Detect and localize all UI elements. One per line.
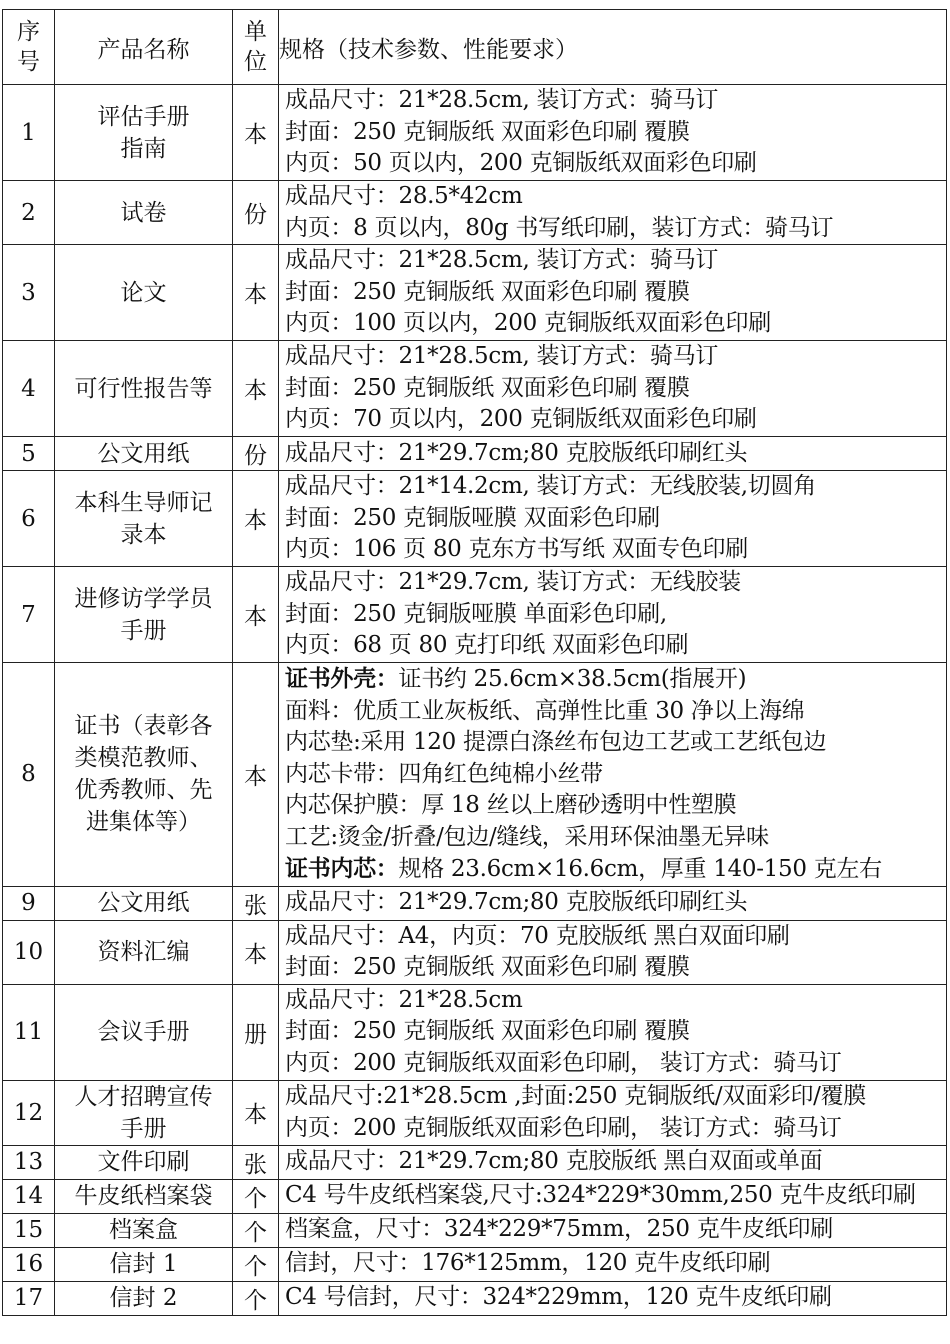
table-row (3, 984, 947, 1080)
row-number: 6 (3, 471, 55, 567)
spec-line (285, 1180, 946, 1212)
row-number: 16 (3, 1247, 55, 1281)
unit: 本 (233, 1080, 279, 1145)
spec-text: 内页：100 页以内，200 克铜版纸双面彩色印刷 (285, 310, 771, 337)
product-name-line: 手册 (120, 617, 167, 644)
row-number: 15 (3, 1213, 55, 1247)
spec-text: 成品尺寸：28.5*42cm (285, 183, 523, 209)
product-name-line: 证书（表彰各 (74, 713, 213, 740)
unit: 本 (233, 663, 279, 887)
spec-text: 成品尺寸：21*28.5cm (285, 986, 523, 1013)
header-no: 序 号 (3, 10, 55, 85)
spec (279, 1213, 947, 1247)
spec-text: 封面：250 克铜版纸 双面彩色印刷 覆膜 (285, 1018, 690, 1045)
unit: 本 (233, 471, 279, 567)
spec-line (285, 148, 946, 180)
row-number: 4 (3, 341, 55, 437)
spec-line (285, 1214, 946, 1246)
row-number: 8 (3, 663, 55, 887)
spec-line (285, 1248, 946, 1280)
unit: 册 (233, 984, 279, 1080)
spec-line (285, 1282, 946, 1314)
row-number: 10 (3, 920, 55, 984)
product-name (55, 85, 233, 181)
unit: 本 (233, 920, 279, 984)
spec-text: 成品尺寸：21*14.2cm, 装订方式：无线胶装,切圆角 (285, 473, 816, 500)
product-name-line: 文件印刷 (97, 1149, 190, 1175)
spec-line (285, 663, 946, 696)
product-name (55, 567, 233, 663)
spec-line (285, 630, 946, 662)
spec-text: 内芯卡带：四角红色纯棉小丝带 (285, 760, 603, 787)
spec-text: 内页：106 页 80 克东方书写纸 双面专色印刷 (285, 536, 748, 563)
spec-text: 信封，尺寸：176*125mm，120 克牛皮纸印刷 (285, 1250, 771, 1277)
row-number: 5 (3, 437, 55, 471)
spec-text: 成品尺寸：21*29.7cm;80 克胶版纸印刷红头 (285, 889, 748, 916)
product-name (55, 1247, 233, 1281)
spec-line (285, 373, 946, 405)
spec-line (285, 1081, 946, 1113)
row-number: 17 (3, 1281, 55, 1315)
product-name-line: 试卷 (120, 199, 167, 226)
spec-line (285, 213, 946, 245)
spec-line (285, 85, 946, 117)
product-name-line: 人才招聘宣传 (74, 1083, 213, 1110)
product-name (55, 437, 233, 471)
product-name (55, 1213, 233, 1247)
spec-text: 内页：8 页以内，80g 书写纸印刷，装订方式：骑马订 (285, 214, 834, 241)
spec-text: 封面：250 克铜版纸 双面彩色印刷 覆膜 (285, 954, 690, 980)
row-number: 1 (3, 85, 55, 181)
spec-text: 成品尺寸：21*29.7cm;80 克胶版纸印刷红头 (285, 439, 748, 466)
unit: 份 (233, 437, 279, 471)
spec-line (285, 985, 946, 1017)
unit: 张 (233, 886, 279, 920)
spec-label: 证书外壳： (285, 665, 399, 692)
spec (279, 1247, 947, 1281)
spec-line (285, 727, 946, 759)
spec (279, 567, 947, 663)
spec-line (285, 277, 946, 309)
product-name-line: 牛皮纸档案袋 (74, 1183, 213, 1209)
spec-line (285, 1048, 946, 1080)
spec-text: 内页：200 克铜版纸双面彩色印刷， 装订方式：骑马订 (285, 1114, 842, 1141)
spec (279, 181, 947, 245)
spec (279, 245, 947, 341)
spec-line (285, 404, 946, 436)
spec-text: 规格 23.6cm×16.6cm，厚重 140-150 克左右 (398, 856, 882, 882)
spec-text: 封面：250 克铜版纸 双面彩色印刷 覆膜 (285, 278, 690, 305)
product-name-line: 公文用纸 (97, 890, 190, 916)
spec-text: 内页：50 页以内，200 克铜版纸双面彩色印刷 (285, 150, 757, 177)
spec-line (285, 245, 946, 277)
spec-text: 内页：70 页以内，200 克铜版纸双面彩色印刷 (285, 406, 757, 433)
table-row (3, 1281, 947, 1315)
product-name (55, 920, 233, 984)
spec-text: 成品尺寸：21*28.5cm, 装订方式：骑马订 (285, 247, 719, 274)
spec (279, 886, 947, 920)
spec-text: 内芯保护膜：厚 18 丝以上磨砂透明中性塑膜 (285, 792, 737, 818)
table-row (3, 437, 947, 471)
spec-line (285, 438, 946, 470)
table-row (3, 886, 947, 920)
product-name-line: 录本 (120, 521, 167, 548)
unit: 个 (233, 1179, 279, 1213)
spec (279, 1179, 947, 1213)
product-name-line: 信封 2 (109, 1285, 178, 1311)
spec-line (285, 341, 946, 373)
product-name-line: 档案盒 (109, 1217, 178, 1243)
spec-text: C4 号牛皮纸档案袋,尺寸:324*229*30mm,250 克牛皮纸印刷 (285, 1182, 916, 1209)
table-row (3, 663, 947, 887)
unit: 本 (233, 567, 279, 663)
spec-text: 面料：优质工业灰板纸、高弹性比重 30 净以上海绵 (285, 697, 805, 724)
spec (279, 1281, 947, 1315)
spec-line (285, 117, 946, 149)
spec-line (285, 503, 946, 535)
header-unit: 单 位 (233, 10, 279, 85)
spec-line (285, 822, 946, 854)
row-number: 13 (3, 1145, 55, 1179)
table-body (3, 85, 947, 1316)
spec-line (285, 1146, 946, 1178)
spec-line (285, 790, 946, 822)
row-number: 7 (3, 567, 55, 663)
table-row (3, 181, 947, 245)
product-name-line: 会议手册 (97, 1019, 190, 1045)
table-row (3, 920, 947, 984)
product-name-line: 公文用纸 (97, 440, 190, 467)
spec (279, 341, 947, 437)
spec (279, 920, 947, 984)
product-name (55, 886, 233, 920)
spec-text: 档案盒，尺寸：324*229*75mm，250 克牛皮纸印刷 (285, 1216, 833, 1243)
product-name-line: 资料汇编 (97, 939, 190, 965)
table-row (3, 1213, 947, 1247)
product-name-line: 评估手册 (97, 103, 190, 130)
unit: 本 (233, 341, 279, 437)
spec-line (285, 921, 946, 953)
product-name (55, 471, 233, 567)
table-row (3, 567, 947, 663)
spec-line (285, 853, 946, 886)
header-name: 产品名称 (55, 10, 233, 85)
spec (279, 471, 947, 567)
spec-line (285, 181, 946, 213)
unit: 个 (233, 1281, 279, 1315)
spec-line (285, 567, 946, 599)
unit: 个 (233, 1213, 279, 1247)
product-name (55, 1281, 233, 1315)
product-name-line: 类模范教师、 (74, 745, 213, 772)
spec (279, 1080, 947, 1145)
product-name (55, 984, 233, 1080)
spec-text: 成品尺寸：21*29.7cm;80 克胶版纸 黑白双面或单面 (285, 1148, 823, 1175)
product-name-line: 指南 (120, 135, 167, 162)
header-spec: 规格（技术参数、性能要求） (279, 10, 947, 85)
spec-text: 成品尺寸：21*28.5cm, 装订方式：骑马订 (285, 343, 719, 370)
row-number: 11 (3, 984, 55, 1080)
spec-line (285, 1113, 946, 1145)
table-row (3, 1179, 947, 1213)
spec-text: 成品尺寸：A4，内页：70 克胶版纸 黑白双面印刷 (285, 922, 790, 949)
product-name (55, 663, 233, 887)
spec-table (2, 9, 947, 1316)
spec-line (285, 759, 946, 791)
spec-text: 成品尺寸：21*29.7cm, 装订方式：无线胶装 (285, 569, 741, 596)
spec-line (285, 599, 946, 631)
product-name-line: 进集体等） (86, 809, 201, 836)
product-name (55, 1080, 233, 1145)
product-name (55, 341, 233, 437)
spec-line (285, 471, 946, 503)
product-name-line: 手册 (120, 1115, 167, 1142)
unit: 本 (233, 245, 279, 341)
product-name (55, 1179, 233, 1213)
spec (279, 663, 947, 887)
spec-line (285, 308, 946, 340)
product-name-line: 进修访学学员 (74, 585, 213, 612)
spec-line (285, 534, 946, 566)
spec-text: 工艺:烫金/折叠/包边/缝线，采用环保油墨无异味 (285, 823, 769, 850)
product-name (55, 245, 233, 341)
spec-text: 封面：250 克铜版哑膜 双面彩色印刷 (285, 504, 660, 531)
product-name (55, 1145, 233, 1179)
unit: 张 (233, 1145, 279, 1179)
row-number: 14 (3, 1179, 55, 1213)
spec-text: 封面：250 克铜版纸 双面彩色印刷 覆膜 (285, 118, 690, 145)
product-name (55, 181, 233, 245)
table-row (3, 1145, 947, 1179)
product-name-line: 论文 (120, 279, 167, 306)
table-row (3, 341, 947, 437)
spec-text: 内页：200 克铜版纸双面彩色印刷， 装订方式：骑马订 (285, 1049, 842, 1076)
spec (279, 1145, 947, 1179)
spec (279, 85, 947, 181)
spec-text: 封面：250 克铜版哑膜 单面彩色印刷, (285, 600, 667, 627)
spec-text: 证书约 25.6cm×38.5cm(指展开) (398, 666, 747, 692)
row-number: 12 (3, 1080, 55, 1145)
spec-label: 证书内芯： (285, 855, 399, 882)
table-row (3, 471, 947, 567)
table-row (3, 245, 947, 341)
header-row (3, 10, 947, 85)
unit: 份 (233, 181, 279, 245)
product-name-line: 优秀教师、先 (74, 777, 213, 804)
spec-line (285, 1016, 946, 1048)
product-name-line: 信封 1 (109, 1251, 178, 1277)
table-row (3, 85, 947, 181)
product-name-line: 可行性报告等 (74, 375, 213, 402)
spec-line (285, 952, 946, 984)
row-number: 3 (3, 245, 55, 341)
spec-text: C4 号信封，尺寸：324*229mm，120 克牛皮纸印刷 (285, 1284, 832, 1311)
spec-text: 封面：250 克铜版纸 双面彩色印刷 覆膜 (285, 374, 690, 401)
spec-text: 内芯垫:采用 120 提漂白涤丝布包边工艺或工艺纸包边 (285, 729, 827, 755)
spec-text: 成品尺寸:21*28.5cm ,封面:250 克铜版纸/双面彩印/覆膜 (285, 1083, 866, 1109)
spec-text: 成品尺寸：21*28.5cm, 装订方式：骑马订 (285, 87, 719, 114)
spec (279, 437, 947, 471)
spec-text: 内页：68 页 80 克打印纸 双面彩色印刷 (285, 632, 689, 659)
unit: 本 (233, 85, 279, 181)
spec (279, 984, 947, 1080)
table-row (3, 1247, 947, 1281)
unit: 个 (233, 1247, 279, 1281)
row-number: 9 (3, 886, 55, 920)
spec-line (285, 887, 946, 919)
spec-line (285, 696, 946, 728)
product-name-line: 本科生导师记 (74, 489, 213, 516)
row-number: 2 (3, 181, 55, 245)
table-row (3, 1080, 947, 1145)
